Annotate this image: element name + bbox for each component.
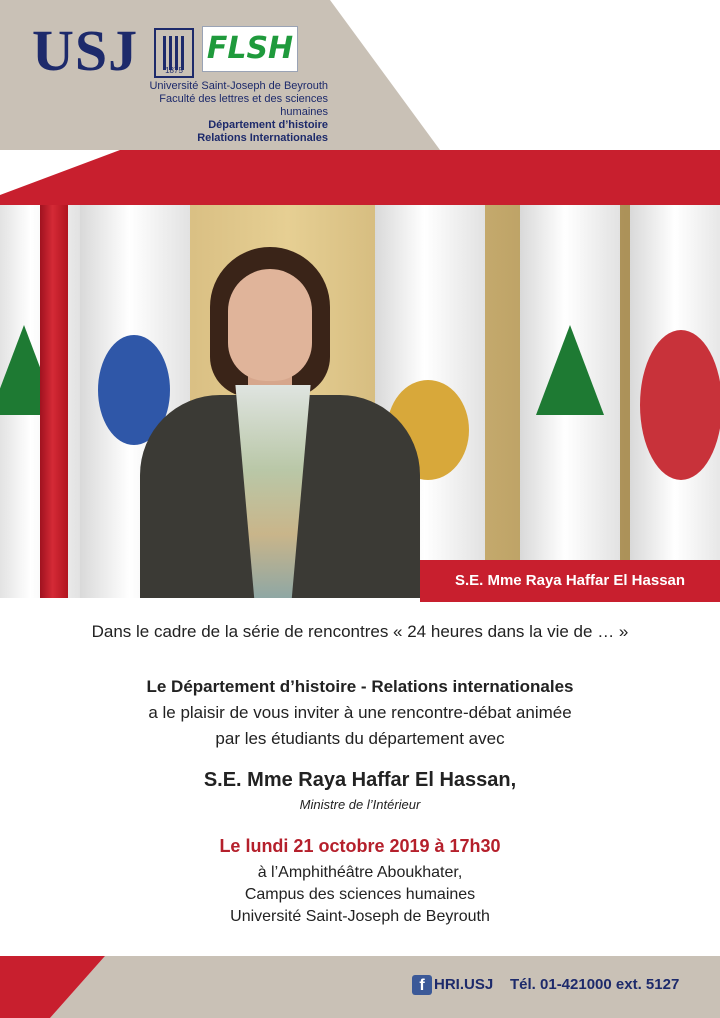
venue-line-1: à l’Amphithéâtre Aboukhater, xyxy=(257,864,463,881)
venue-line-2: Campus des sciences humaines xyxy=(244,886,476,903)
phone-number: Tél. 01-421000 ext. 5127 xyxy=(510,976,680,993)
university-name: Université Saint-Joseph de Beyrouth xyxy=(149,80,328,92)
flag-army xyxy=(630,205,720,598)
facebook-handle[interactable]: HRI.USJ xyxy=(434,976,494,993)
facebook-icon[interactable]: f xyxy=(412,975,432,995)
header-red-band xyxy=(0,150,720,205)
invitation-line-1: a le plaisir de vous inviter à une rencontre-débat animée xyxy=(148,703,572,722)
host-department: Le Département d’histoire - Relations internationales xyxy=(146,677,574,696)
photo-caption: S.E. Mme Raya Haffar El Hassan xyxy=(420,560,720,602)
venue-line-3: Université Saint-Joseph de Beyrouth xyxy=(230,908,490,925)
department-name: Département d’histoire xyxy=(208,119,328,131)
program-name: Relations Internationales xyxy=(197,132,328,144)
flsh-logo: FLSH xyxy=(202,26,298,72)
guest-name: S.E. Mme Raya Haffar El Hassan, xyxy=(203,769,517,791)
logo-year: 1875 xyxy=(165,66,183,75)
flag-red-stripe xyxy=(40,205,68,598)
institution-lines xyxy=(128,80,328,145)
usj-logo xyxy=(32,18,328,144)
event-date: Le lundi 21 octobre 2019 à 17h30 xyxy=(219,836,501,856)
flag-lebanon-right xyxy=(520,205,620,598)
logo-usj-text: USJ xyxy=(32,18,139,83)
guest-photo xyxy=(0,205,720,598)
guest-role: Ministre de l’Intérieur xyxy=(299,797,421,812)
guest-portrait xyxy=(140,235,420,598)
invitation-line-2: par les étudiants du département avec xyxy=(215,729,505,748)
faculty-name: Faculté des lettres et des sciences humaines xyxy=(159,93,328,118)
series-intro: Dans le cadre de la série de rencontres « 24 heures dans la vie de … » xyxy=(91,622,629,641)
logo-emblem-icon xyxy=(154,28,194,78)
